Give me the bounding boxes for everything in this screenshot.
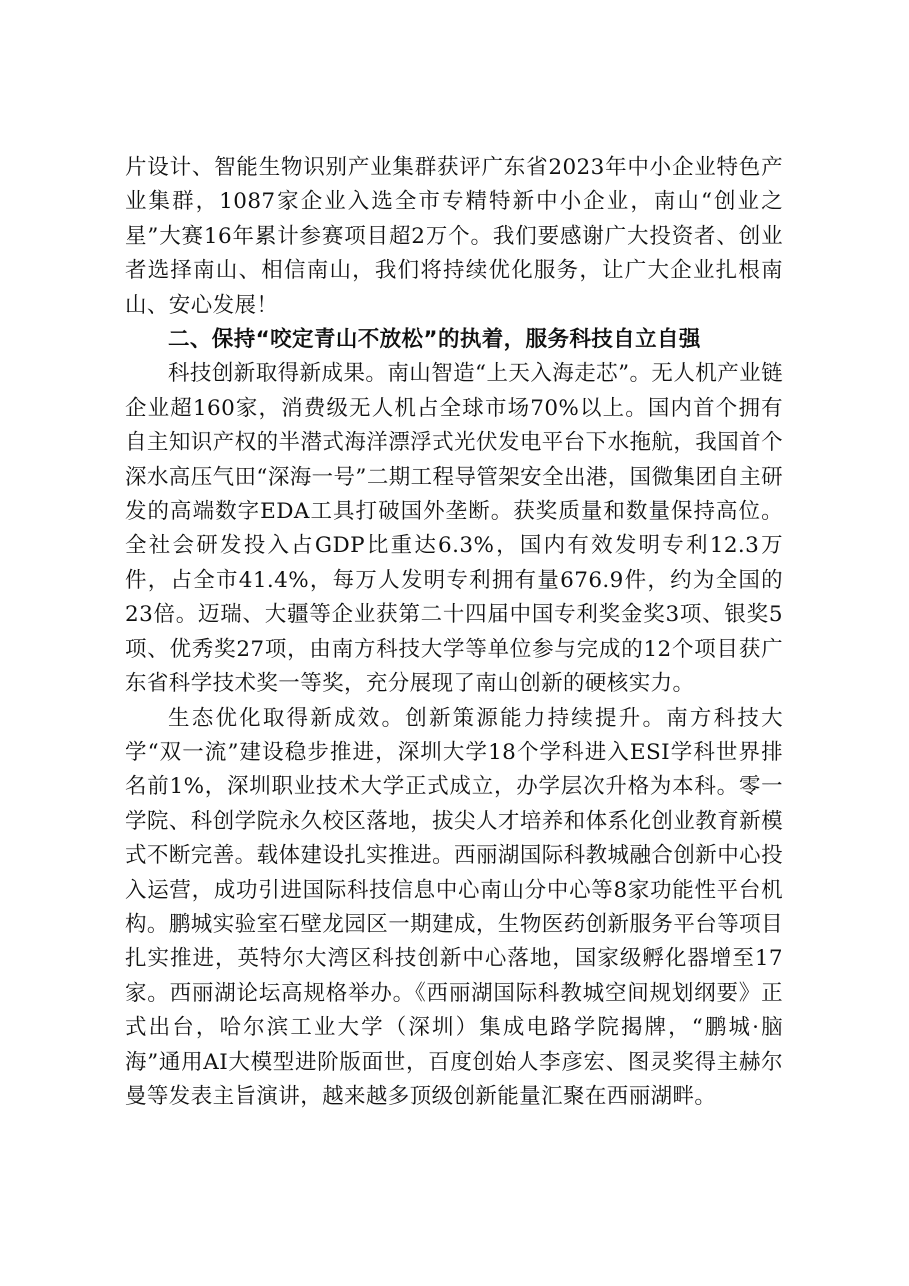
paragraph-tech-innovation: 科技创新取得新成果。南山智造“上天入海走芯”。无人机产业链企业超160家，消费级无人机占全球市场70%以上。国内首个拥有自主知识产权的半潜式海洋漂浮式光伏发电平台下水拖航，我国首个深水高压气田“深海一号”二期工程导管架安全出港，国微集团自主研发的高端数字EDA工具打破国外垄断。获奖质量和数量保持高位。全社会研发投入占GDP比重达6.3%，国内有效发明专利12.3万件，占全市41.4%，每万人发明专利拥有量676.9件，约为全国的23倍。迈瑞、大疆等企业获第二十四届中国专利奖金奖3项、银奖5项、优秀奖27项，由南方科技大学等单位参与完成的12个项目获广东省科学技术奖一等奖，充分展现了南山创新的硬核实力。: [125, 361, 783, 697]
document-body: [125, 151, 783, 1114]
paragraph-ecosystem: 生态优化取得新成效。创新策源能力持续提升。南方科技大学“双一流”建设稳步推进，深圳大学18个学科进入ESI学科世界排名前1%，深圳职业技术大学正式成立，办学层次升格为本科。零一学院、科创学院永久校区落地，拔尖人才培养和体系化创业教育新模式不断完善。载体建设扎实推进。西丽湖国际科教城融合创新中心投入运营，成功引进国际科技信息中心南山分中心等8家功能性平台机构。鹏城实验室石壁龙园区一期建成，生物医药创新服务平台等项目扎实推进，英特尔大湾区科技创新中心落地，国家级孵化器增至17家。西丽湖论坛高规格举办。《西丽湖国际科教城空间规划纲要》正式出台，哈尔滨工业大学（深圳）集成电路学院揭牌，“鹏城·脑海”通用AI大模型进阶版面世，百度创始人李彦宏、图灵奖得主赫尔曼等发表主旨演讲，越来越多顶级创新能量汇聚在西丽湖畔。: [125, 705, 783, 1109]
paragraph-continuation: 片设计、智能生物识别产业集群获评广东省2023年中小企业特色产业集群，1087家企业入选全市专精特新中小企业，南山“创业之星”大赛16年累计参赛项目超2万个。我们要感谢广大投资者、创业者选择南山、相信南山，我们将持续优化服务，让广大企业扎根南山、安心发展！: [125, 155, 783, 318]
section-heading: 二、保持“咬定青山不放松”的执着，服务科技自立自强: [168, 327, 701, 353]
